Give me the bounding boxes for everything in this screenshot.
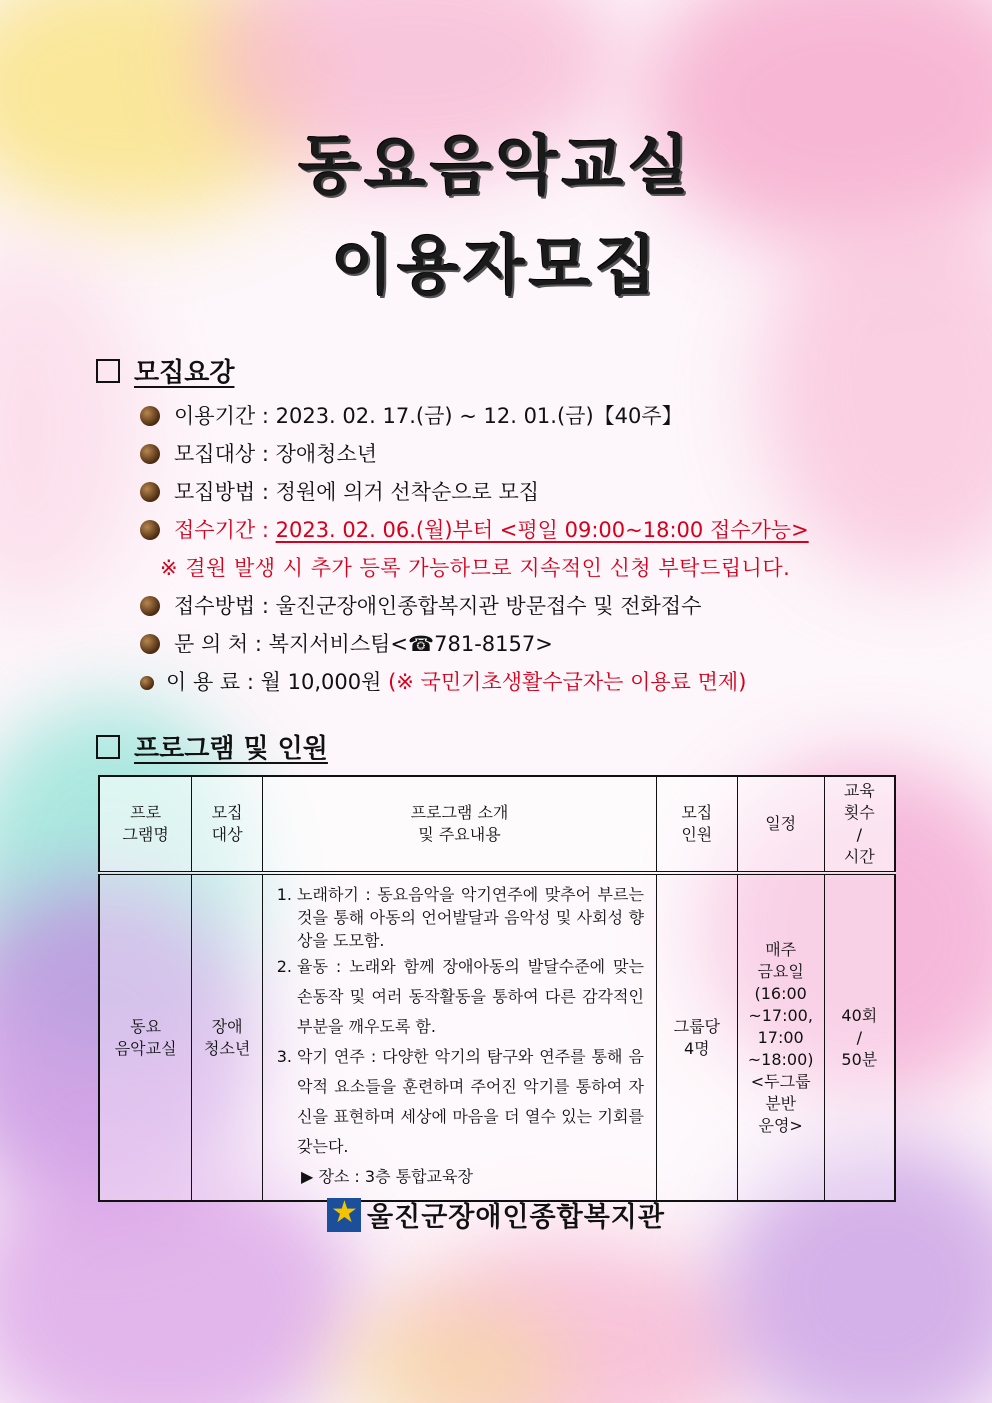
bullet-icon	[140, 520, 160, 540]
cell-program-name: 동요 음악교실	[99, 873, 192, 1201]
page-title-line2: 이용자모집	[331, 229, 661, 304]
bullet-icon	[140, 596, 160, 616]
checkbox-square-icon	[96, 735, 120, 759]
header-program-name: 프로 그램명	[99, 776, 192, 873]
org-name: 울진군장애인종합복지관	[367, 1202, 665, 1233]
section-recruitment-heading: 모집요강	[96, 352, 234, 389]
bullet-icon	[140, 444, 160, 464]
cell-sessions: 40회 / 50분	[824, 873, 895, 1201]
header-count: 모집 인원	[656, 776, 737, 873]
table-header-row	[99, 776, 895, 873]
list-item-contact: 문 의 처 : 복지서비스팀<☎781-8157>	[140, 625, 920, 663]
content-item: 3. 악기 연주 : 다양한 악기의 탐구와 연주를 통해 음악적 요소들을 훈련하며 주어진 악기를 통하여 자신을 표현하며 세상에 마음을 더 열수 있는 기회를 갖는다.	[297, 1042, 644, 1162]
header-schedule: 일정	[737, 776, 824, 873]
list-item-period: 이용기간 : 2023. 02. 17.(금) ~ 12. 01.(금)【40주】	[140, 397, 920, 435]
bullet-icon	[140, 634, 160, 654]
page-title-line1: 동요음악교실	[298, 129, 694, 204]
cell-schedule: 매주 금요일 (16:00 ~17:00, 17:00 ~18:00) <두그룹 분반 운영>	[737, 873, 824, 1201]
cell-content	[263, 873, 657, 1201]
header-intro: 프로그램 소개 및 주요내용	[263, 776, 657, 873]
content-item: 2. 율동 : 노래와 함께 장애아동의 발달수준에 맞는 손동작 및 여러 동작활동을 통하여 다른 감각적인 부분을 깨우도록 함.	[297, 952, 644, 1042]
checkbox-square-icon	[96, 359, 120, 383]
list-item-fee: 이 용 료 : 월 10,000원 (※ 국민기초생활수급자는 이용료 면제)	[140, 663, 920, 701]
program-table	[98, 775, 896, 1202]
list-item-method: 모집방법 : 정원에 의거 선착순으로 모집	[140, 473, 920, 511]
list-item-application-period: 접수기간 : 2023. 02. 06.(월)부터 <평일 09:00~18:00 접수가능>	[140, 511, 920, 549]
header-target: 모집 대상	[192, 776, 263, 873]
list-item-target: 모집대상 : 장애청소년	[140, 435, 920, 473]
cell-count: 그룹당 4명	[656, 873, 737, 1201]
bullet-icon	[140, 676, 154, 690]
section-program-heading: 프로그램 및 인원	[96, 728, 328, 765]
table-row	[99, 873, 895, 1201]
notice-text: ※ 결원 발생 시 추가 등록 가능하므로 지속적인 신청 부탁드립니다.	[160, 556, 791, 580]
org-logo-icon	[327, 1198, 361, 1232]
bullet-icon	[140, 482, 160, 502]
recruitment-list	[140, 397, 920, 701]
list-item-application-method: 접수방법 : 울진군장애인종합복지관 방문접수 및 전화접수	[140, 587, 920, 625]
footer-org	[0, 1195, 992, 1234]
bullet-icon	[140, 406, 160, 426]
header-sessions: 교육 횟수 / 시간	[824, 776, 895, 873]
place-text: ▶ 장소 : 3층 통합교육장	[301, 1167, 473, 1186]
content-item: 1. 노래하기 : 동요음악을 악기연주에 맞추어 부르는 것을 통해 아동의 언어발달과 음악성 및 사회성 향상을 도모함.	[297, 883, 644, 952]
cell-target: 장애 청소년	[192, 873, 263, 1201]
